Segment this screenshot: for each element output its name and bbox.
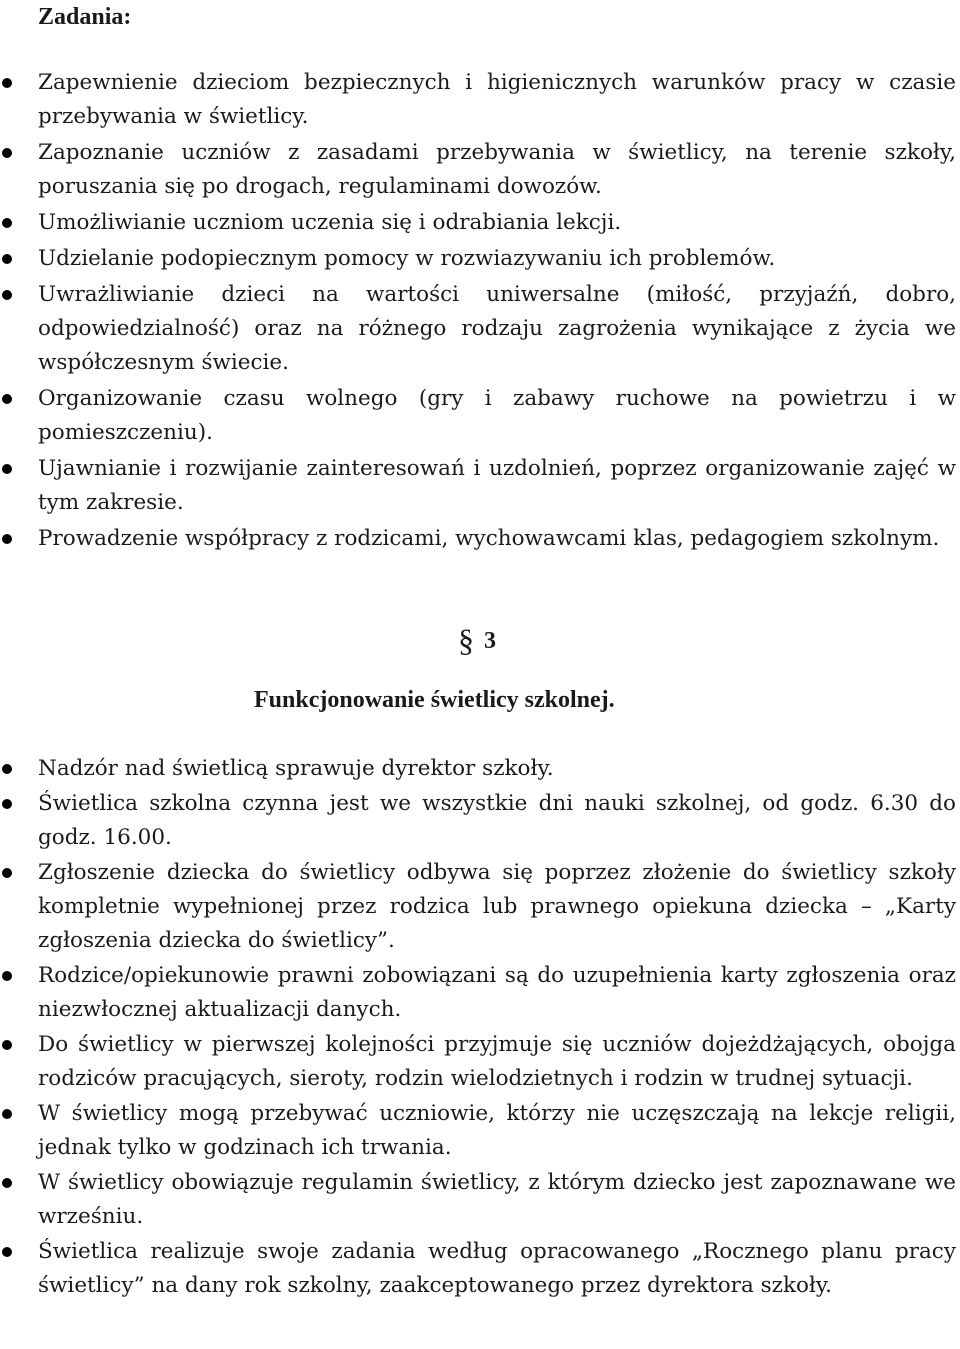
list-item <box>0 856 960 958</box>
bullet-icon <box>2 868 12 878</box>
list-item-text: Umożliwianie uczniom uczenia się i odrabiania lekcji. <box>38 210 622 235</box>
bullet-icon <box>2 1247 12 1257</box>
bullet-icon <box>2 534 12 544</box>
bullet-icon <box>2 148 12 158</box>
list-item <box>0 136 960 204</box>
list-item-text: Świetlica szkolna czynna jest we wszystkie dni nauki szkolnej, od godz. 6.30 do godz. 16.00. <box>38 791 956 850</box>
section-marker <box>458 622 496 659</box>
list-item <box>0 522 960 556</box>
list-item <box>0 206 960 240</box>
list-item <box>0 278 960 380</box>
list-item <box>0 1097 960 1165</box>
bullet-icon <box>2 464 12 474</box>
list-item <box>0 66 960 134</box>
list-item-text: Ujawnianie i rozwijanie zainteresowań i uzdolnień, poprzez organizowanie zajęć w tym zakresie. <box>38 456 956 515</box>
list-item-text: W świetlicy mogą przebywać uczniowie, którzy nie uczęszczają na lekcje religii, jednak tylko w godzinach ich trwania. <box>38 1101 956 1160</box>
bullet-icon <box>2 254 12 264</box>
bullet-icon <box>2 218 12 228</box>
tasks-heading: Zadania: <box>38 4 132 30</box>
list-item <box>0 1235 960 1303</box>
list-item <box>0 1028 960 1096</box>
section-number: 3 <box>484 628 496 654</box>
list-item-text: Do świetlicy w pierwszej kolejności przyjmuje się uczniów dojeżdżających, obojga rodziców pracujących, sieroty, rodzin wielodzietnych i rodzin w trudnej sytuacji. <box>38 1032 956 1091</box>
bullet-icon <box>2 1040 12 1050</box>
list-item <box>0 242 960 276</box>
section-sign-symbol: § <box>458 622 474 658</box>
list-item-text: W świetlicy obowiązuje regulamin świetlicy, z którym dziecko jest zapoznawane we wrześniu. <box>38 1170 956 1229</box>
list-item-text: Rodzice/opiekunowie prawni zobowiązani są do uzupełnienia karty zgłoszenia oraz niezwłocznej aktualizacji danych. <box>38 963 956 1022</box>
list-item-text: Udzielanie podopiecznym pomocy w rozwiazywaniu ich problemów. <box>38 246 776 271</box>
list-item <box>0 452 960 520</box>
list-item-text: Świetlica realizuje swoje zadania według opracowanego „Rocznego planu pracy świetlicy” na dany rok szkolny, zaakceptowanego przez dyrektora szkoły. <box>38 1239 956 1298</box>
bullet-icon <box>2 1178 12 1188</box>
list-item <box>0 1166 960 1234</box>
functioning-list <box>0 752 960 1304</box>
list-item-text: Uwrażliwianie dzieci na wartości uniwersalne (miłość, przyjaźń, dobro, odpowiedzialność) oraz na różnego rodzaju zagrożenia wynikające z życia we współczesnym świecie. <box>38 282 956 375</box>
section-title: Funkcjonowanie świetlicy szkolnej. <box>254 687 615 713</box>
list-item-text: Zapewnienie dzieciom bezpiecznych i higienicznych warunków pracy w czasie przebywania w świetlicy. <box>38 70 956 129</box>
list-item <box>0 752 960 786</box>
list-item-text: Zgłoszenie dziecka do świetlicy odbywa się poprzez złożenie do świetlicy szkoły kompletnie wypełnionej przez rodzica lub prawnego opiekuna dziecka – „Karty zgłoszenia dziecka do świetlicy”. <box>38 860 956 953</box>
bullet-icon <box>2 799 12 809</box>
tasks-list <box>0 66 960 558</box>
list-item <box>0 787 960 855</box>
list-item-text: Organizowanie czasu wolnego (gry i zabawy ruchowe na powietrzu i w pomieszczeniu). <box>38 386 956 445</box>
bullet-icon <box>2 290 12 300</box>
list-item-text: Prowadzenie współpracy z rodzicami, wychowawcami klas, pedagogiem szkolnym. <box>38 526 940 551</box>
list-item <box>0 959 960 1027</box>
bullet-icon <box>2 764 12 774</box>
list-item <box>0 382 960 450</box>
bullet-icon <box>2 394 12 404</box>
list-item-text: Nadzór nad świetlicą sprawuje dyrektor szkoły. <box>38 756 554 781</box>
list-item-text: Zapoznanie uczniów z zasadami przebywania w świetlicy, na terenie szkoły, poruszania się po drogach, regulaminami dowozów. <box>38 140 956 199</box>
bullet-icon <box>2 78 12 88</box>
bullet-icon <box>2 1109 12 1119</box>
bullet-icon <box>2 971 12 981</box>
